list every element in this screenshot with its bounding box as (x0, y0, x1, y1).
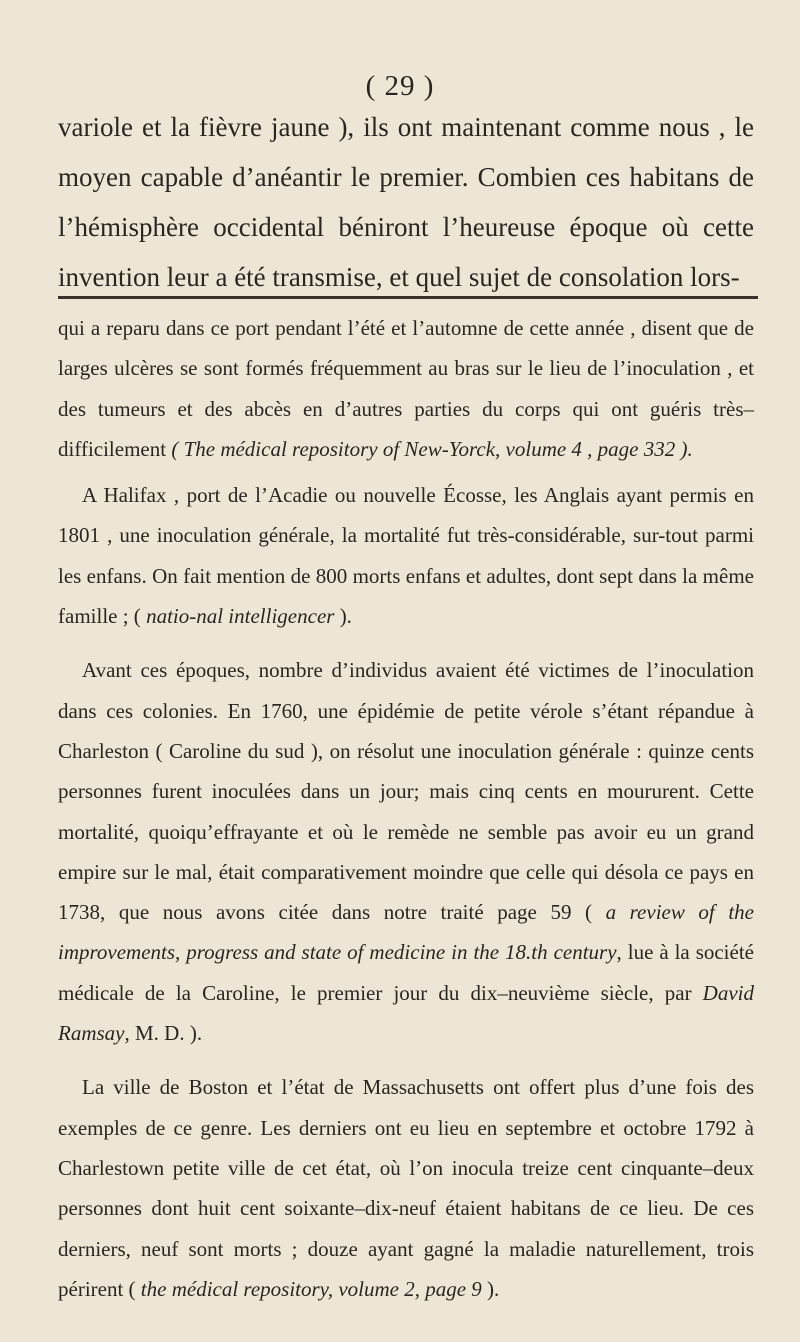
main-paragraph: variole et la fièvre jaune ), ils ont maintenant comme nous , le moyen capable d’anéantir le premier. Combien ces habitans de l’hémisphère occidental béniront l’heureuse époque où cette invention leur a été transmise, et quel sujet de consolation lors- (58, 112, 754, 292)
footnote-end: , M. D. ). (124, 1021, 203, 1046)
footnote-source: ( The médical repository of New-Yorck, volume 4 , page 332 ). (171, 436, 693, 461)
footnote-continuation (58, 308, 754, 469)
footnote-source: the médical repository, volume 2, page 9 (140, 1276, 482, 1301)
footnote-cited-title: a review of the improvements, progress and state of medicine in the 18.th century (58, 900, 754, 965)
main-text (58, 102, 754, 302)
footnotes (58, 308, 754, 1309)
footnote-halifax (58, 475, 754, 636)
footnote-end: ). (481, 1276, 500, 1301)
page-number: ( 29 ) (365, 70, 435, 102)
footnote-charleston (58, 650, 754, 1053)
footnote-source: natio-nal intelligencer (146, 604, 335, 629)
footnote-text: qui a reparu dans ce port pendant l’été et l’automne de cette année , disent que de larges ulcères se sont formés fréquemment au bras sur le lieu de l’inoculation , et des tumeurs et des abcès en d’autres parties du corps qui ont guéris très–difficilement (58, 316, 754, 461)
footnote-separator (58, 296, 758, 299)
footnote-text: Avant ces époques, nombre d’individus avaient été victimes de l’inoculation dans ces colonies. En 1760, une épidémie de petite vérole s’étant répandue à Charleston ( Caroline du sud ), on résolut une inoculation générale : quinze cents personnes furent inoculées dans un jour; mais cinq cents en moururent. Cette mortalité, quoiqu’effrayante et où le remède ne semble pas avoir eu un grand empire sur le mal, était comparativement moindre que celle qui désola ce pays en 1738, que nous avons citée dans notre traité page 59 ( (58, 658, 754, 925)
footnote-end: ). (334, 604, 352, 629)
footnote-text: , lue à la société médicale de la Caroline, le premier jour du dix–neuvième siècle, par (58, 940, 754, 1005)
footnote-boston (58, 1067, 754, 1309)
footnote-author: David Ramsay (58, 980, 754, 1046)
footnote-text: A Halifax , port de l’Acadie ou nouvelle Écosse, les Anglais ayant permis en 1801 , une inoculation générale, la mortalité fut très-considérable, sur-tout parmi les enfans. On fait mention de 800 morts enfans et adultes, dont sept dans la même famille ; ( (58, 483, 754, 629)
footnote-text: La ville de Boston et l’état de Massachusetts ont offert plus d’une fois des exemples de ce genre. Les derniers ont eu lieu en septembre et octobre 1792 à Charlestown petite ville de cet état, où l’on inocula treize cent cinquante–deux personnes dont huit cent soixante–dix-neuf étaient habitans de ce lieu. De ces derniers, neuf sont morts ; douze ayant gagné la maladie naturellement, trois périrent ( (58, 1075, 754, 1301)
